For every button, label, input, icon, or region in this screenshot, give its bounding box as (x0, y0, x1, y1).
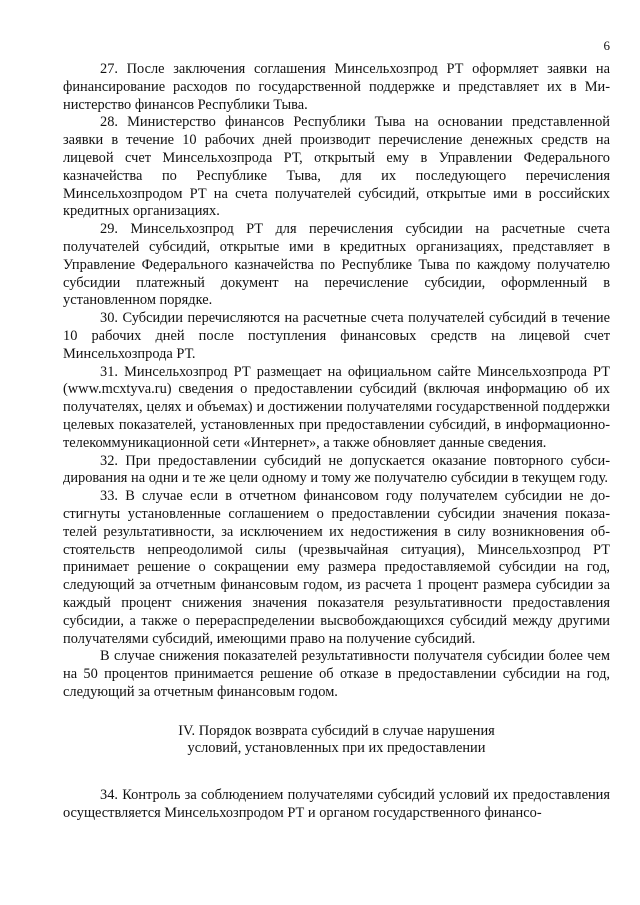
paragraph-30: 30. Субсидии перечисляются на расчетные счета получателей субсидий в течение 10 рабочих дней после поступления финансовых средств на лицевой счет Минсельхозпрода РТ. (63, 310, 610, 362)
paragraph-28: 28. Министерство финансов Республики Тыва на основании представленной заявки в течение 10 рабочих дней производит перечисление денежных средств на лицевой счет Минсельхозпрода РТ, открытый ему в Управлении Федерального казначейства по Республике Тыва, для их последующего перечисления Минсельхозпродом РТ на счета получателей субсидий, открытые ими в российских кредитных организациях. (63, 114, 610, 220)
paragraph-32: 32. При предоставлении субсидий не допускается оказание повторного субсидирования на одни и те же цели одному и тому же получателю субсидии в текущем году. (63, 452, 610, 487)
section-heading-line-2: условий, установленных при их предоставлении (187, 740, 486, 757)
section-heading-line-1: IV. Порядок возврата субсидий в случае нарушения (178, 722, 495, 739)
page-number: 6 (603, 38, 610, 53)
paragraph-34: 34. Контроль за соблюдением получателями субсидий условий их предоставления осуществляется Минсельхозпродом РТ и органом государственного финансо- (63, 787, 610, 822)
paragraph-33-continued: В случае снижения показателей результативности получателя субсидии более чем на 50 процентов принимается решение об отказе в предоставлении субсидии на год, следующий за отчетным финансовым годом. (63, 648, 610, 700)
section-heading (63, 723, 610, 759)
paragraph-31: 31. Минсельхозпрод РТ размещает на официальном сайте Минсельхозпрода РТ (www.mcxtyva.ru) сведения о предоставлении субсидий (включая информацию об их получателях, целях и объемах) и достижении получателями государственной поддержки целевых показателей, установленных при предоставлении субсидий, в информационно-телекоммуникационной сети «Интернет», а также обновляет данные сведения. (63, 363, 610, 451)
paragraph-27: 27. После заключения соглашения Минсельхозпрод РТ оформляет заявки на финансирование расходов по государственной поддержке и представляет их в Министерство финансов Республики Тыва. (63, 61, 610, 113)
paragraph-33: 33. В случае если в отчетном финансовом году получателем субсидии не достигнуты установленные соглашением о предоставлении субсидии значения показателей результативности, за исключением их недостижения в силу возникновения обстоятельств непреодолимой силы (чрезвычайная ситуация), Минсельхозпрод РТ принимает решение о сокращении ему размера предоставляемой субсидии на год, следующий за отчетным финансовым годом, из расчета 1 процент размера субсидии за каждый процент снижения значения показателя результативности предоставления субсидии, а также о перераспределении высвобождающихся субсидий между другими получателями субсидий, имеющими право на получение субсидий. (63, 488, 610, 647)
paragraph-29: 29. Минсельхозпрод РТ для перечисления субсидии на расчетные счета получателей субсидий, открытые ими в кредитных организациях, представляет в Управление Федерального казначейства по Республике Тыва по каждому получателю субсидии платежный документ на перечисление субсидии, оформленный в установленном порядке. (63, 221, 610, 309)
document-body (63, 61, 610, 823)
